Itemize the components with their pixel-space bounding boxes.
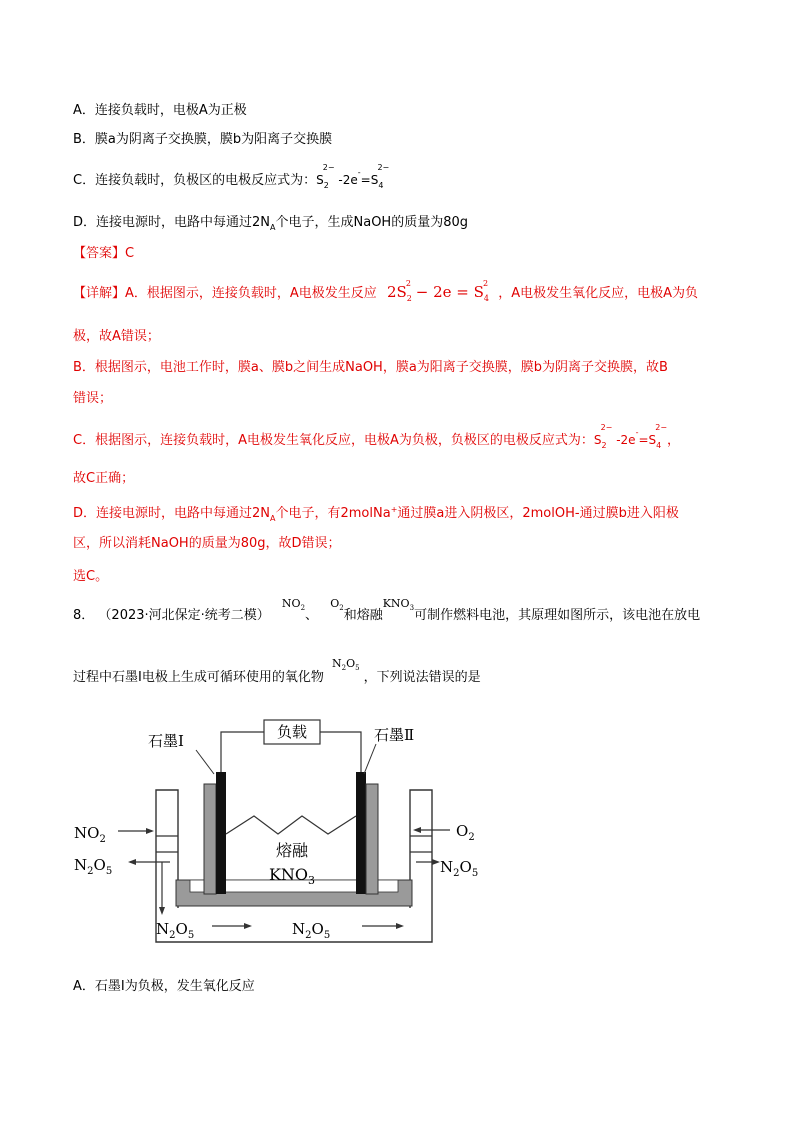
detail-c-line1: C．根据图示，连接负载时，A电极发生氧化反应，电极A为负极，负极区的电极反应式为：$S_2^{2-}$ $-2e^-=S_4^{2-}$， [73,423,681,450]
kno3-label: $KNO_3$ [268,865,316,887]
question-number: 8． [73,608,95,623]
option-c-equation: $S_2^{2-}$ $-2e^-=S_4^{2-}$ [316,163,390,190]
graphite-2-electrode [366,784,378,894]
option-c-text: C．连接负载时，负极区的电极反应式为： [73,173,317,188]
detail-d-line1: D．连接电源时，电路中每通过$2N_A$个电子，有2molNa+通过膜a进入阴极区，2molOH-通过膜b进入阳极 [73,505,679,523]
detail-d-line2: 区，所以消耗NaOH的质量为80g，故D错误； [73,536,341,551]
detail-a-formula: $2S_2^2 - 2e = S_4^2$ [386,279,489,303]
q8-option-a: A．石墨Ⅰ为负极，发生氧化反应 [73,979,255,994]
load-label: 负载 [276,723,308,741]
graphite-1-rod [216,772,226,894]
detail-b-line2: 错误； [73,391,113,406]
molten-label: 熔融 [275,841,309,860]
no2-label: $NO_2$ [74,824,106,845]
detail-c-line2: 故C正确； [73,471,135,486]
n2o5-bottom-left-label: $N_2O_5$ [156,920,195,941]
option-c [73,163,390,190]
n2o5-left-label: $N_2O_5$ [74,856,113,877]
detail-a-line1: 【详解】A．根据图示，连接负载时，A电极发生反应 $2S_2^2 - 2e = S_4^2$ ，A电极发生氧化反应，电极A为负 [73,279,698,303]
question-source: （2023·河北保定·统考二模） [98,608,270,623]
n2o5-bottom-center-label: $N_2O_5$ [292,920,331,941]
option-d: D．连接电源时，电路中每通过$2N_A$个电子，生成NaOH的质量为80g [73,215,468,232]
graphite-1-electrode [204,784,216,894]
o2-label: $O_2$ [456,822,475,843]
question-8-line2: 过程中石墨Ⅰ电极上生成可循环使用的氧化物 $^{N_2O_5}$，下列说法错误的是 [73,657,481,685]
detail-conclusion: 选C。 [73,569,109,584]
answer: 【答案】C [73,246,135,261]
option-b: B．膜a为阴离子交换膜，膜b为阳离子交换膜 [73,132,333,147]
graphite-2-label: 石墨Ⅱ [374,726,415,744]
n2o5-right-label: $N_2O_5$ [440,858,479,879]
zigzag-membrane [226,816,356,834]
graphite-2-rod [356,772,366,894]
option-a: A．连接负载时，电极A为正极 [73,103,247,118]
question-8-line1: 8． （2023·河北保定·统考二模） $^{NO_2}$、 $^{O_2}$和熔融$^{KNO_3}$可制作燃料电池，其原理如图所示，该电池在放电 [73,597,701,623]
wire-right [320,732,361,772]
wire-left [221,732,264,772]
detail-label: 【详解】 [73,286,126,301]
detail-c-equation: $S_2^{2-}$ $-2e^-=S_4^{2-}$ [593,423,668,450]
fuel-cell-diagram [70,712,510,952]
graphite-1-label: 石墨Ⅰ [148,732,184,750]
detail-b-line1: B．根据图示，电池工作时，膜a、膜b之间生成NaOH，膜a为阳离子交换膜，膜b为阴离子交换膜，故B [73,360,668,375]
detail-a-line2: 极，故A错误； [73,329,160,344]
